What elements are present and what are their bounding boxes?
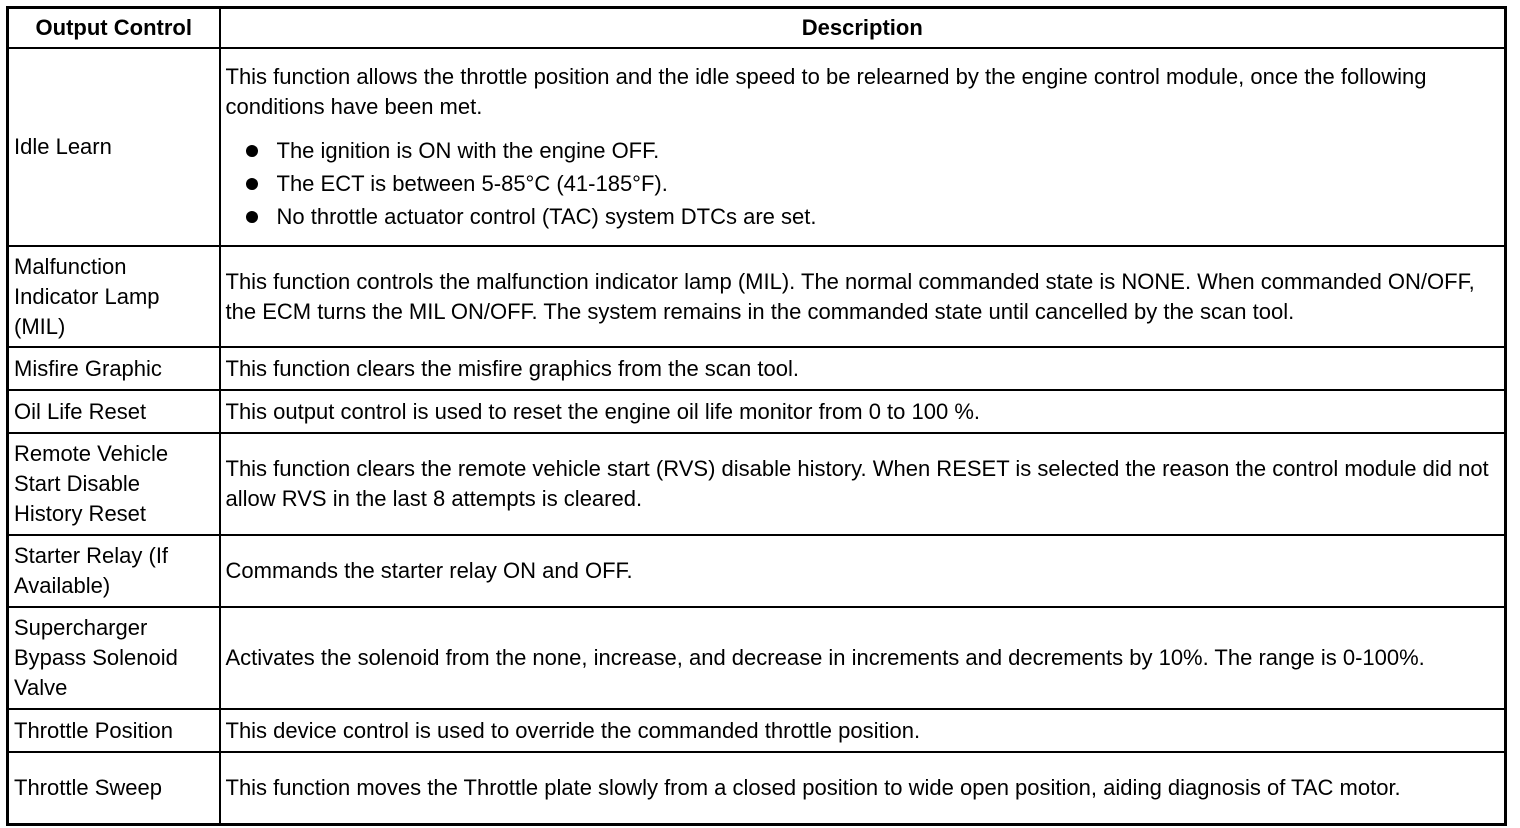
table-row	[8, 433, 1506, 535]
bullet-icon	[246, 211, 258, 223]
condition-text: The ECT is between 5-85°C (41-185°F).	[276, 170, 668, 196]
description-text: This device control is used to override the commanded throttle position.	[220, 709, 1506, 752]
output-control-table	[6, 6, 1507, 826]
control-name: Throttle Position	[8, 709, 220, 752]
table-row	[8, 347, 1506, 390]
table-row	[8, 390, 1506, 433]
condition-text: The ignition is ON with the engine OFF.	[276, 137, 660, 163]
table-row	[8, 607, 1506, 709]
control-name: Supercharger Bypass Solenoid Valve	[8, 607, 220, 709]
description-text: Commands the starter relay ON and OFF.	[220, 535, 1506, 607]
description-text: Activates the solenoid from the none, increase, and decrease in increments and decrements by 10%. The range is 0-100%.	[220, 607, 1506, 709]
description-text: This function controls the malfunction indicator lamp (MIL). The normal commanded state is NONE. When commanded ON/OFF, the ECM turns the MIL ON/OFF. The system remains in the commanded state until cancelled by the scan tool.	[220, 246, 1506, 347]
description-text: This output control is used to reset the engine oil life monitor from 0 to 100 %.	[220, 390, 1506, 433]
control-name: Oil Life Reset	[8, 390, 220, 433]
control-name: Throttle Sweep	[8, 752, 220, 824]
table-row	[8, 535, 1506, 607]
control-name: Idle Learn	[8, 48, 220, 246]
description-cell	[220, 48, 1506, 246]
condition-text: No throttle actuator control (TAC) system DTCs are set.	[276, 203, 817, 229]
control-name: Misfire Graphic	[8, 347, 220, 390]
table-row	[8, 709, 1506, 752]
description-text: This function allows the throttle position and the idle speed to be relearned by the engine control module, once the following conditions have been met.	[225, 63, 1427, 119]
description-text: This function clears the remote vehicle start (RVS) disable history. When RESET is selected the reason the control module did not allow RVS in the last 8 attempts is cleared.	[220, 433, 1506, 535]
control-name: Malfunction Indicator Lamp (MIL)	[8, 246, 220, 347]
table-row	[8, 752, 1506, 824]
description-text: This function moves the Throttle plate slowly from a closed position to wide open position, aiding diagnosis of TAC motor.	[220, 752, 1506, 824]
header-output-control: Output Control	[8, 8, 220, 49]
list-item	[244, 134, 1500, 167]
list-item	[244, 167, 1500, 200]
control-name: Remote Vehicle Start Disable History Reset	[8, 433, 220, 535]
condition-list	[226, 134, 1500, 233]
table-row	[8, 246, 1506, 347]
table-header-row	[8, 8, 1506, 49]
control-name: Starter Relay (If Available)	[8, 535, 220, 607]
bullet-icon	[246, 145, 258, 157]
table-row	[8, 48, 1506, 246]
bullet-icon	[246, 178, 258, 190]
list-item	[244, 200, 1500, 233]
header-description: Description	[220, 8, 1506, 49]
description-text: This function clears the misfire graphics from the scan tool.	[220, 347, 1506, 390]
